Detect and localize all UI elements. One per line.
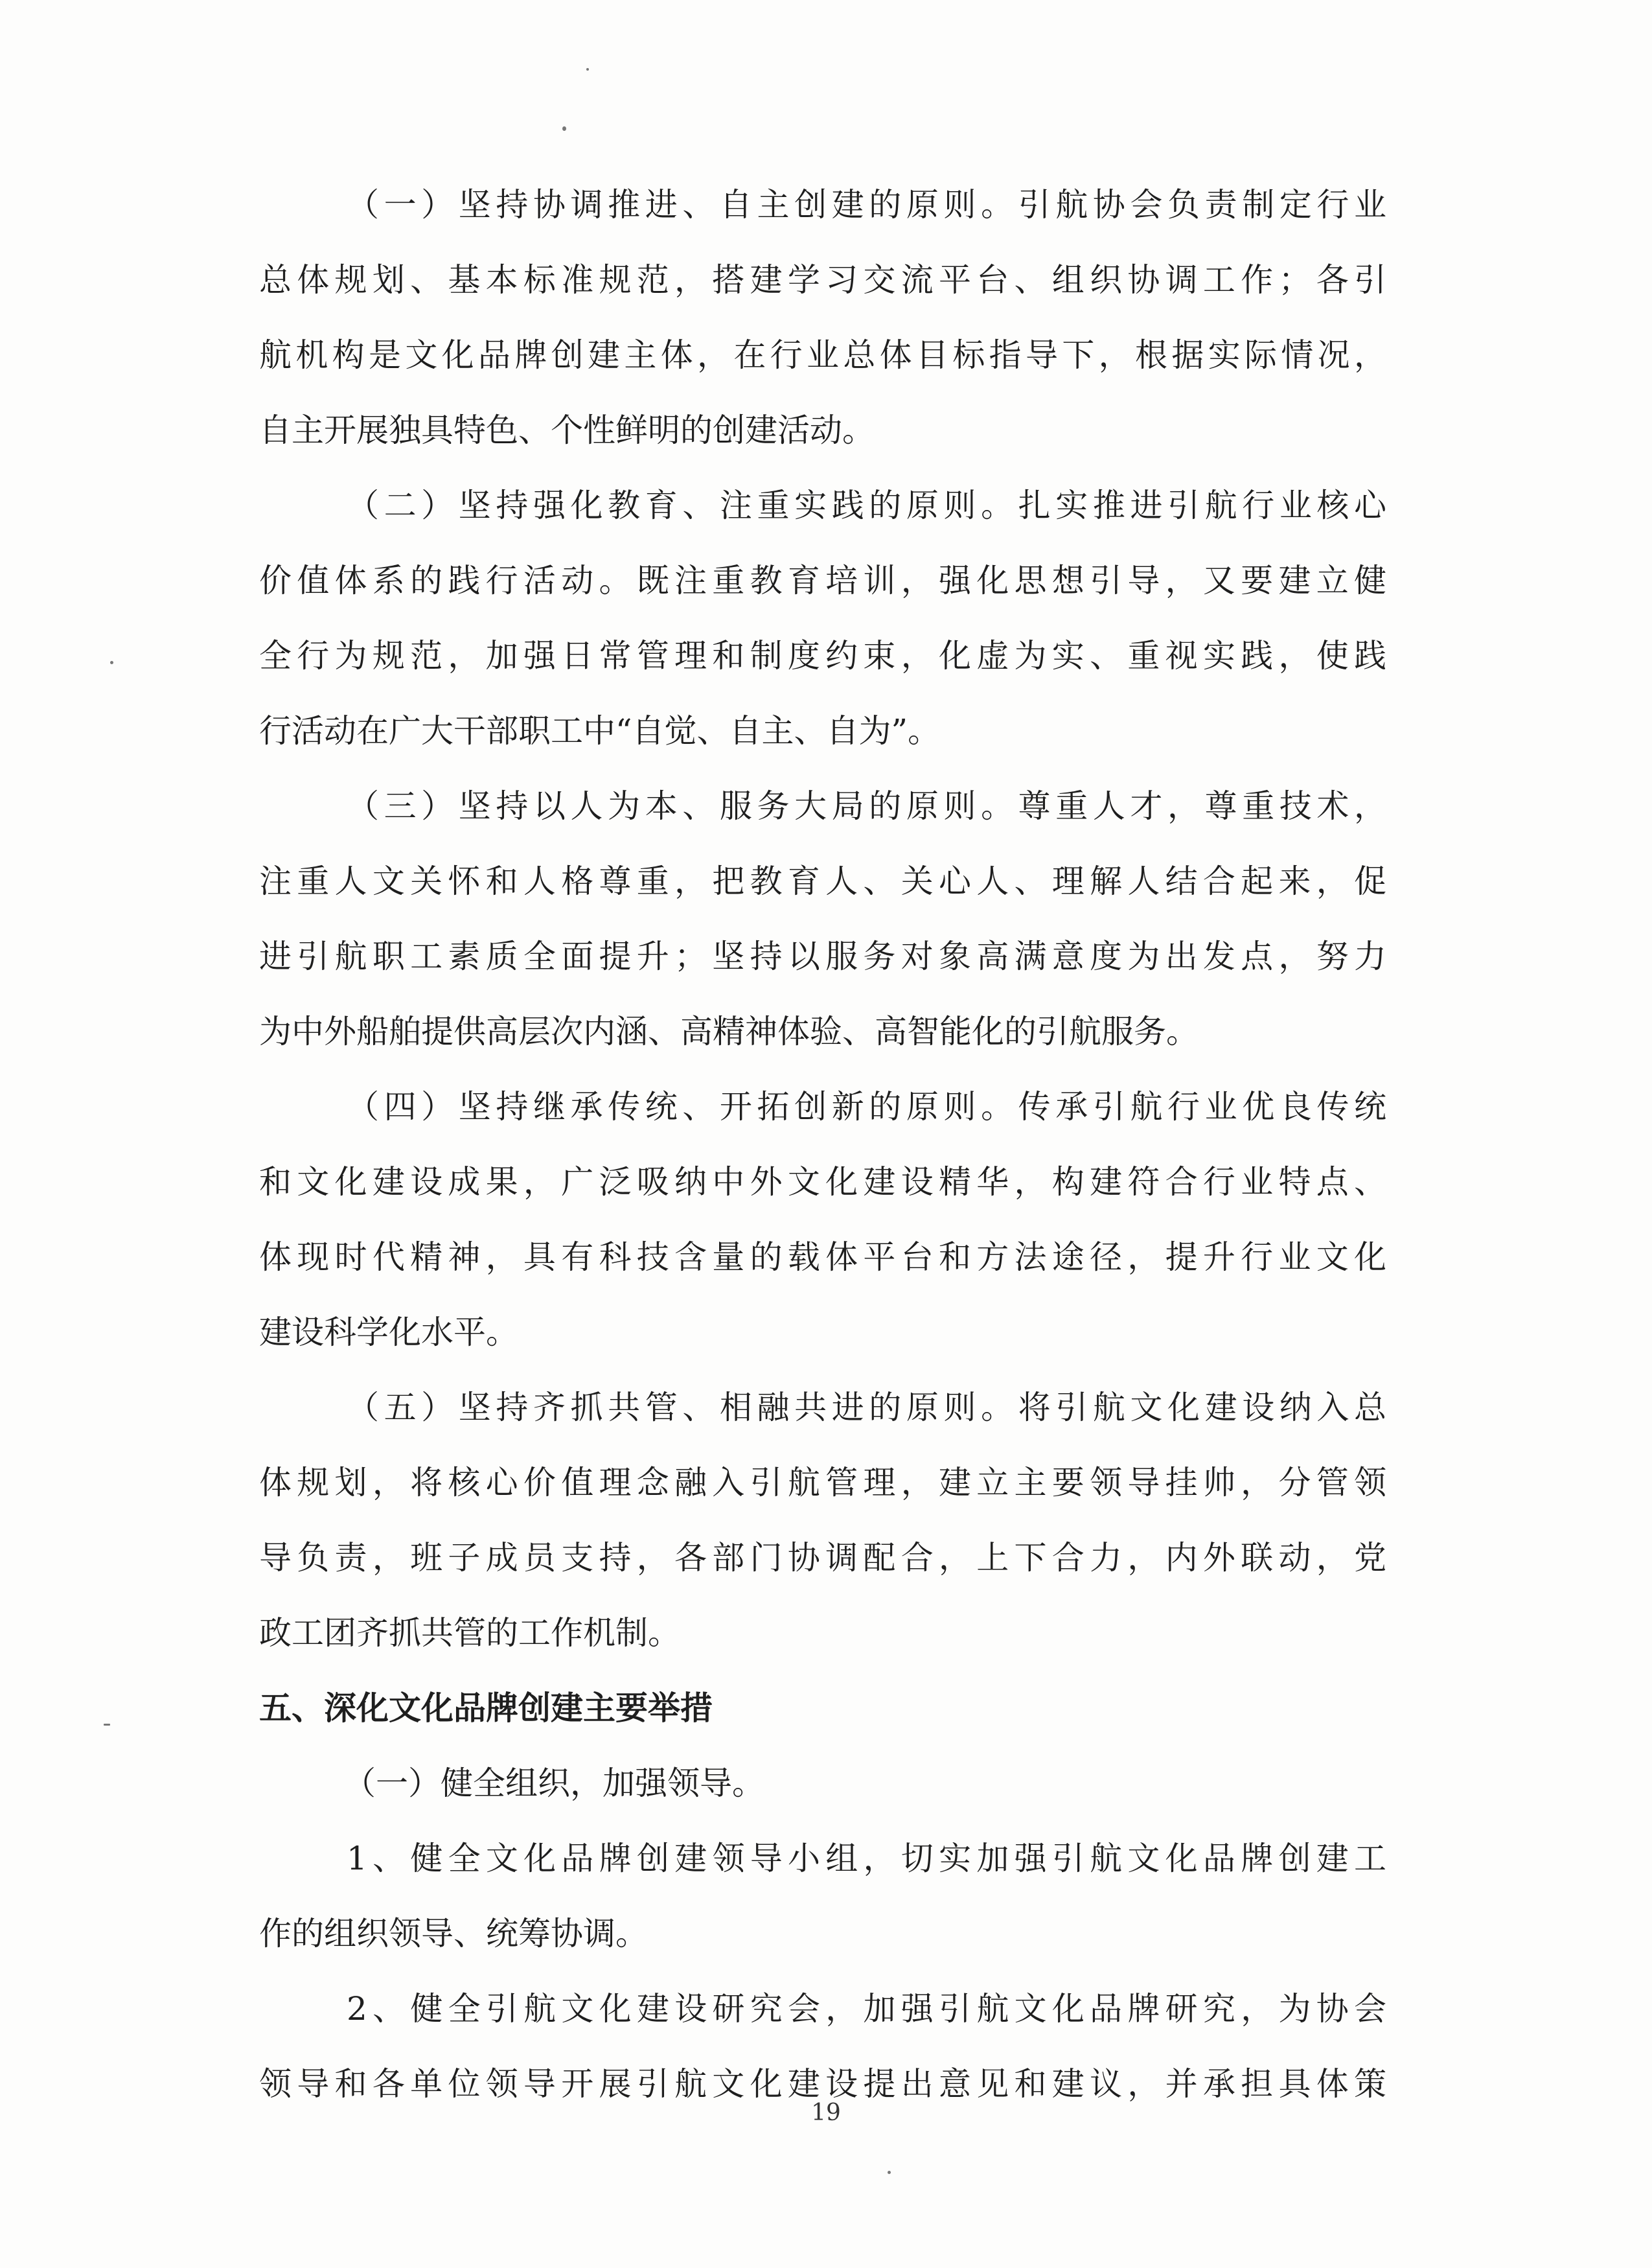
paragraph-line: （一）坚持协调推进、自主创建的原则。引航协会负责制定行业 (347, 186, 1386, 224)
page-number: 19 (811, 2100, 841, 2126)
scan-speck (110, 661, 113, 664)
paragraph-line: 自主开展独具特色、个性鲜明的创建活动。 (259, 411, 875, 449)
paragraph-line: 总体规划、基本标准规范，搭建学习交流平台、组织协调工作；各引 (259, 261, 1386, 299)
paragraph-line: 2、健全引航文化建设研究会，加强引航文化品牌研究，为协会 (347, 1990, 1386, 2028)
paragraph-line: 注重人文关怀和人格尊重，把教育人、关心人、理解人结合起来，促 (259, 862, 1386, 900)
paragraph-line: 政工团齐抓共管的工作机制。 (259, 1614, 680, 1652)
paragraph-line: 1、健全文化品牌创建领导小组，切实加强引航文化品牌创建工 (347, 1840, 1386, 1877)
paragraph-line: 体现时代精神，具有科技含量的载体平台和方法途径，提升行业文化 (259, 1238, 1386, 1276)
paragraph-line: （二）坚持强化教育、注重实践的原则。扎实推进引航行业核心 (347, 487, 1386, 524)
paragraph-line: 全行为规范，加强日常管理和制度约束，化虚为实、重视实践，使践 (259, 637, 1386, 675)
paragraph-line: 和文化建设成果，广泛吸纳中外文化建设精华，构建符合行业特点、 (259, 1163, 1386, 1201)
paragraph-line: 航机构是文化品牌创建主体，在行业总体目标指导下，根据实际情况， (259, 336, 1386, 374)
paragraph-line: 价值体系的践行活动。既注重教育培训，强化思想引导，又要建立健 (259, 562, 1386, 599)
paragraph-line: 领导和各单位领导开展引航文化建设提出意见和建议，并承担具体策 (259, 2065, 1386, 2103)
paragraph-line: 为中外船舶提供高层次内涵、高精神体验、高智能化的引航服务。 (259, 1013, 1199, 1050)
scan-speck (562, 126, 566, 131)
section-heading: 五、深化文化品牌创建主要举措 (259, 1689, 713, 1727)
scan-speck (104, 1724, 110, 1726)
paragraph-line: （五）坚持齐抓共管、相融共进的原则。将引航文化建设纳入总 (347, 1389, 1386, 1426)
subsection-heading: （一）健全组织，加强领导。 (343, 1765, 764, 1802)
paragraph-line: 体规划，将核心价值理念融入引航管理，建立主要领导挂帅，分管领 (259, 1464, 1386, 1501)
scan-speck (586, 68, 589, 71)
paragraph-line: （三）坚持以人为本、服务大局的原则。尊重人才，尊重技术， (347, 787, 1386, 825)
paragraph-line: 进引航职工素质全面提升；坚持以服务对象高满意度为出发点，努力 (259, 938, 1386, 975)
paragraph-line: （四）坚持继承传统、开拓创新的原则。传承引航行业优良传统 (347, 1088, 1386, 1126)
paragraph-line: 行活动在广大干部职工中“自觉、自主、自为”。 (259, 712, 941, 750)
paragraph-line: 导负责，班子成员支持，各部门协调配合，上下合力，内外联动，党 (259, 1539, 1386, 1577)
paragraph-line: 建设科学化水平。 (259, 1313, 518, 1351)
scan-speck (888, 2171, 891, 2174)
paragraph-line: 作的组织领导、统筹协调。 (259, 1915, 648, 1952)
